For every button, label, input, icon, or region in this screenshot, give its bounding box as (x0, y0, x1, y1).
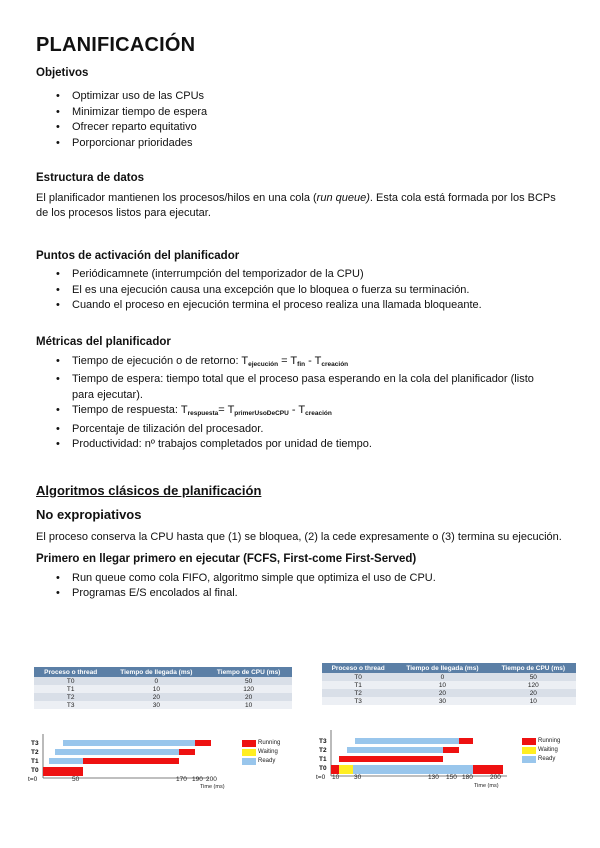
gantt-label-t3: T3 (319, 738, 327, 745)
running-bar-t3 (195, 740, 211, 746)
running-bar-t3 (459, 738, 473, 744)
metricas-list (36, 354, 566, 453)
list-item: • Run queue como cola FIFO, algoritmo simple que optimiza el uso de CPU. (72, 571, 566, 587)
waiting-bar-t0 (339, 765, 353, 774)
table-header: Tiempo de llegada (ms) (107, 667, 205, 677)
legend-running: Running (258, 740, 281, 746)
gantt-right (316, 728, 586, 794)
fcfs-heading: Primero en llegar primero en ejecutar (FCFS, First-come First-Served) (36, 552, 417, 565)
fcfs-list (36, 571, 566, 602)
running-bar-t0 (331, 765, 339, 774)
list-item: • Tiempo de respuesta: $T_{respuesta}= T_{primerUsoDeCPU} - T_{creación}$ (72, 403, 566, 422)
list-item: • Productividad: nº trabajos completados por unidad de tiempo. (72, 437, 566, 453)
gantt-label-t2: T2 (31, 749, 39, 756)
legend-running-swatch (522, 738, 536, 745)
legend-ready: Ready (538, 756, 556, 762)
ready-bar-t3 (63, 740, 195, 746)
legend-waiting: Waiting (258, 749, 278, 755)
table-header: Proceso o thread (322, 663, 394, 673)
list-item: • El es una ejecución causa una excepción que lo bloquea o fuerza su terminación. (72, 283, 566, 299)
gantt-tick: 10 (332, 774, 340, 781)
list-item: • Porporcionar prioridades (72, 136, 566, 152)
gantt-tick: 30 (354, 774, 362, 781)
table-header: Tiempo de CPU (ms) (491, 663, 576, 673)
ready-bar-t1 (49, 758, 83, 764)
gantt-left (28, 732, 298, 794)
legend-waiting-swatch (242, 749, 256, 756)
legend-running: Running (538, 738, 561, 744)
no-expropiativos-text: El proceso conserva la CPU hasta que (1) se bloquea, (2) la cede expresamente o (3) termina su ejecución. (36, 530, 562, 543)
estructura-heading: Estructura de datos (36, 172, 144, 184)
running-bar-t2 (443, 747, 459, 753)
metricas-heading: Métricas del planificador (36, 335, 171, 348)
table-row: T0 0 50 (34, 677, 292, 685)
gantt-tick: 180 (462, 774, 473, 781)
list-item: • Tiempo de ejecución o de retorno: $T_{ejecución} = T_{fin} - T_{creación}$ (72, 354, 566, 373)
running-bar-t2 (179, 749, 195, 755)
table-row: T2 20 20 (322, 689, 576, 697)
list-item: • Optimizar uso de las CPUs (72, 89, 566, 105)
gantt-left-bars (41, 734, 241, 782)
table-row: T3 30 10 (34, 701, 292, 709)
table-row: T1 10 120 (322, 681, 576, 689)
list-item: • Programas E/S encolados al final. (72, 586, 566, 602)
legend-waiting: Waiting (538, 747, 558, 753)
ready-bar-t2 (55, 749, 179, 755)
fcfs-table-left (34, 667, 292, 709)
gantt-label-t1: T1 (319, 756, 327, 763)
gantt-label-t1: T1 (31, 758, 39, 765)
gantt-label-t0-time: t=0 (28, 776, 38, 783)
legend-ready-swatch (242, 758, 256, 765)
gantt-tick: 170 (176, 776, 187, 783)
gantt-tick: 130 (428, 774, 439, 781)
page-title: PLANIFICACIÓN (36, 34, 196, 56)
list-item: • Porcentaje de tilización del procesador. (72, 422, 566, 438)
gantt-tick: 190 (192, 776, 203, 783)
gantt-tick: 200 (206, 776, 217, 783)
legend-waiting-swatch (522, 747, 536, 754)
document-page (36, 34, 566, 602)
fcfs-table-right (322, 663, 576, 705)
table-row: T0 0 50 (322, 673, 576, 681)
list-item: • Cuando el proceso en ejecución termina el proceso realiza una llamada bloqueante. (72, 298, 566, 314)
objetivos-heading: Objetivos (36, 67, 89, 79)
gantt-tick: 150 (446, 774, 457, 781)
list-item: • Minimizar tiempo de espera (72, 105, 566, 121)
gantt-label-t2: T2 (319, 747, 327, 754)
table-header: Tiempo de llegada (ms) (394, 663, 490, 673)
gantt-label-t0-time: t=0 (316, 774, 326, 781)
list-item: • Periódicamnete (interrumpción del temporizador de la CPU) (72, 267, 566, 283)
table-row: T2 20 20 (34, 693, 292, 701)
running-bar-t0 (43, 767, 83, 776)
running-bar-t0 (473, 765, 503, 774)
ready-bar-t2 (347, 747, 443, 753)
table-row: T3 30 10 (322, 697, 576, 705)
no-expropiativos-heading: No expropiativos (36, 506, 142, 522)
gantt-axis-label: Time (ms) (474, 783, 499, 789)
algoritmos-heading: Algoritmos clásicos de planificación (36, 482, 262, 498)
table-header: Proceso o thread (34, 667, 107, 677)
legend-ready-swatch (522, 756, 536, 763)
estructura-text: El planificador mantienen los procesos/hilos en una cola (run queue). Esta cola está formada por los BCPs de los procesos listos para ejecutar. (36, 192, 556, 219)
ready-bar-t0 (353, 765, 473, 774)
legend-ready: Ready (258, 758, 276, 764)
puntos-list (36, 267, 566, 314)
table-row: T1 10 120 (34, 685, 292, 693)
gantt-label-t3: T3 (31, 740, 39, 747)
gantt-label-t0: T0 (319, 765, 327, 772)
puntos-heading: Puntos de activación del planificador (36, 250, 240, 262)
running-bar-t1 (83, 758, 179, 764)
gantt-label-t0: T0 (31, 767, 39, 774)
gantt-tick: 50 (72, 776, 80, 783)
ready-bar-t3 (355, 738, 459, 744)
list-item: • Ofrecer reparto equitativo (72, 120, 566, 136)
legend-running-swatch (242, 740, 256, 747)
running-bar-t1 (339, 756, 443, 762)
table-header: Tiempo de CPU (ms) (205, 667, 292, 677)
gantt-axis-label: Time (ms) (200, 784, 225, 790)
gantt-tick: 200 (490, 774, 501, 781)
objetivos-list (36, 89, 566, 151)
list-item: • Tiempo de espera: tiempo total que el proceso pasa esperando en la cola del planificador (listo para ejecutar). (72, 372, 566, 403)
gantt-right-bars (329, 730, 529, 780)
